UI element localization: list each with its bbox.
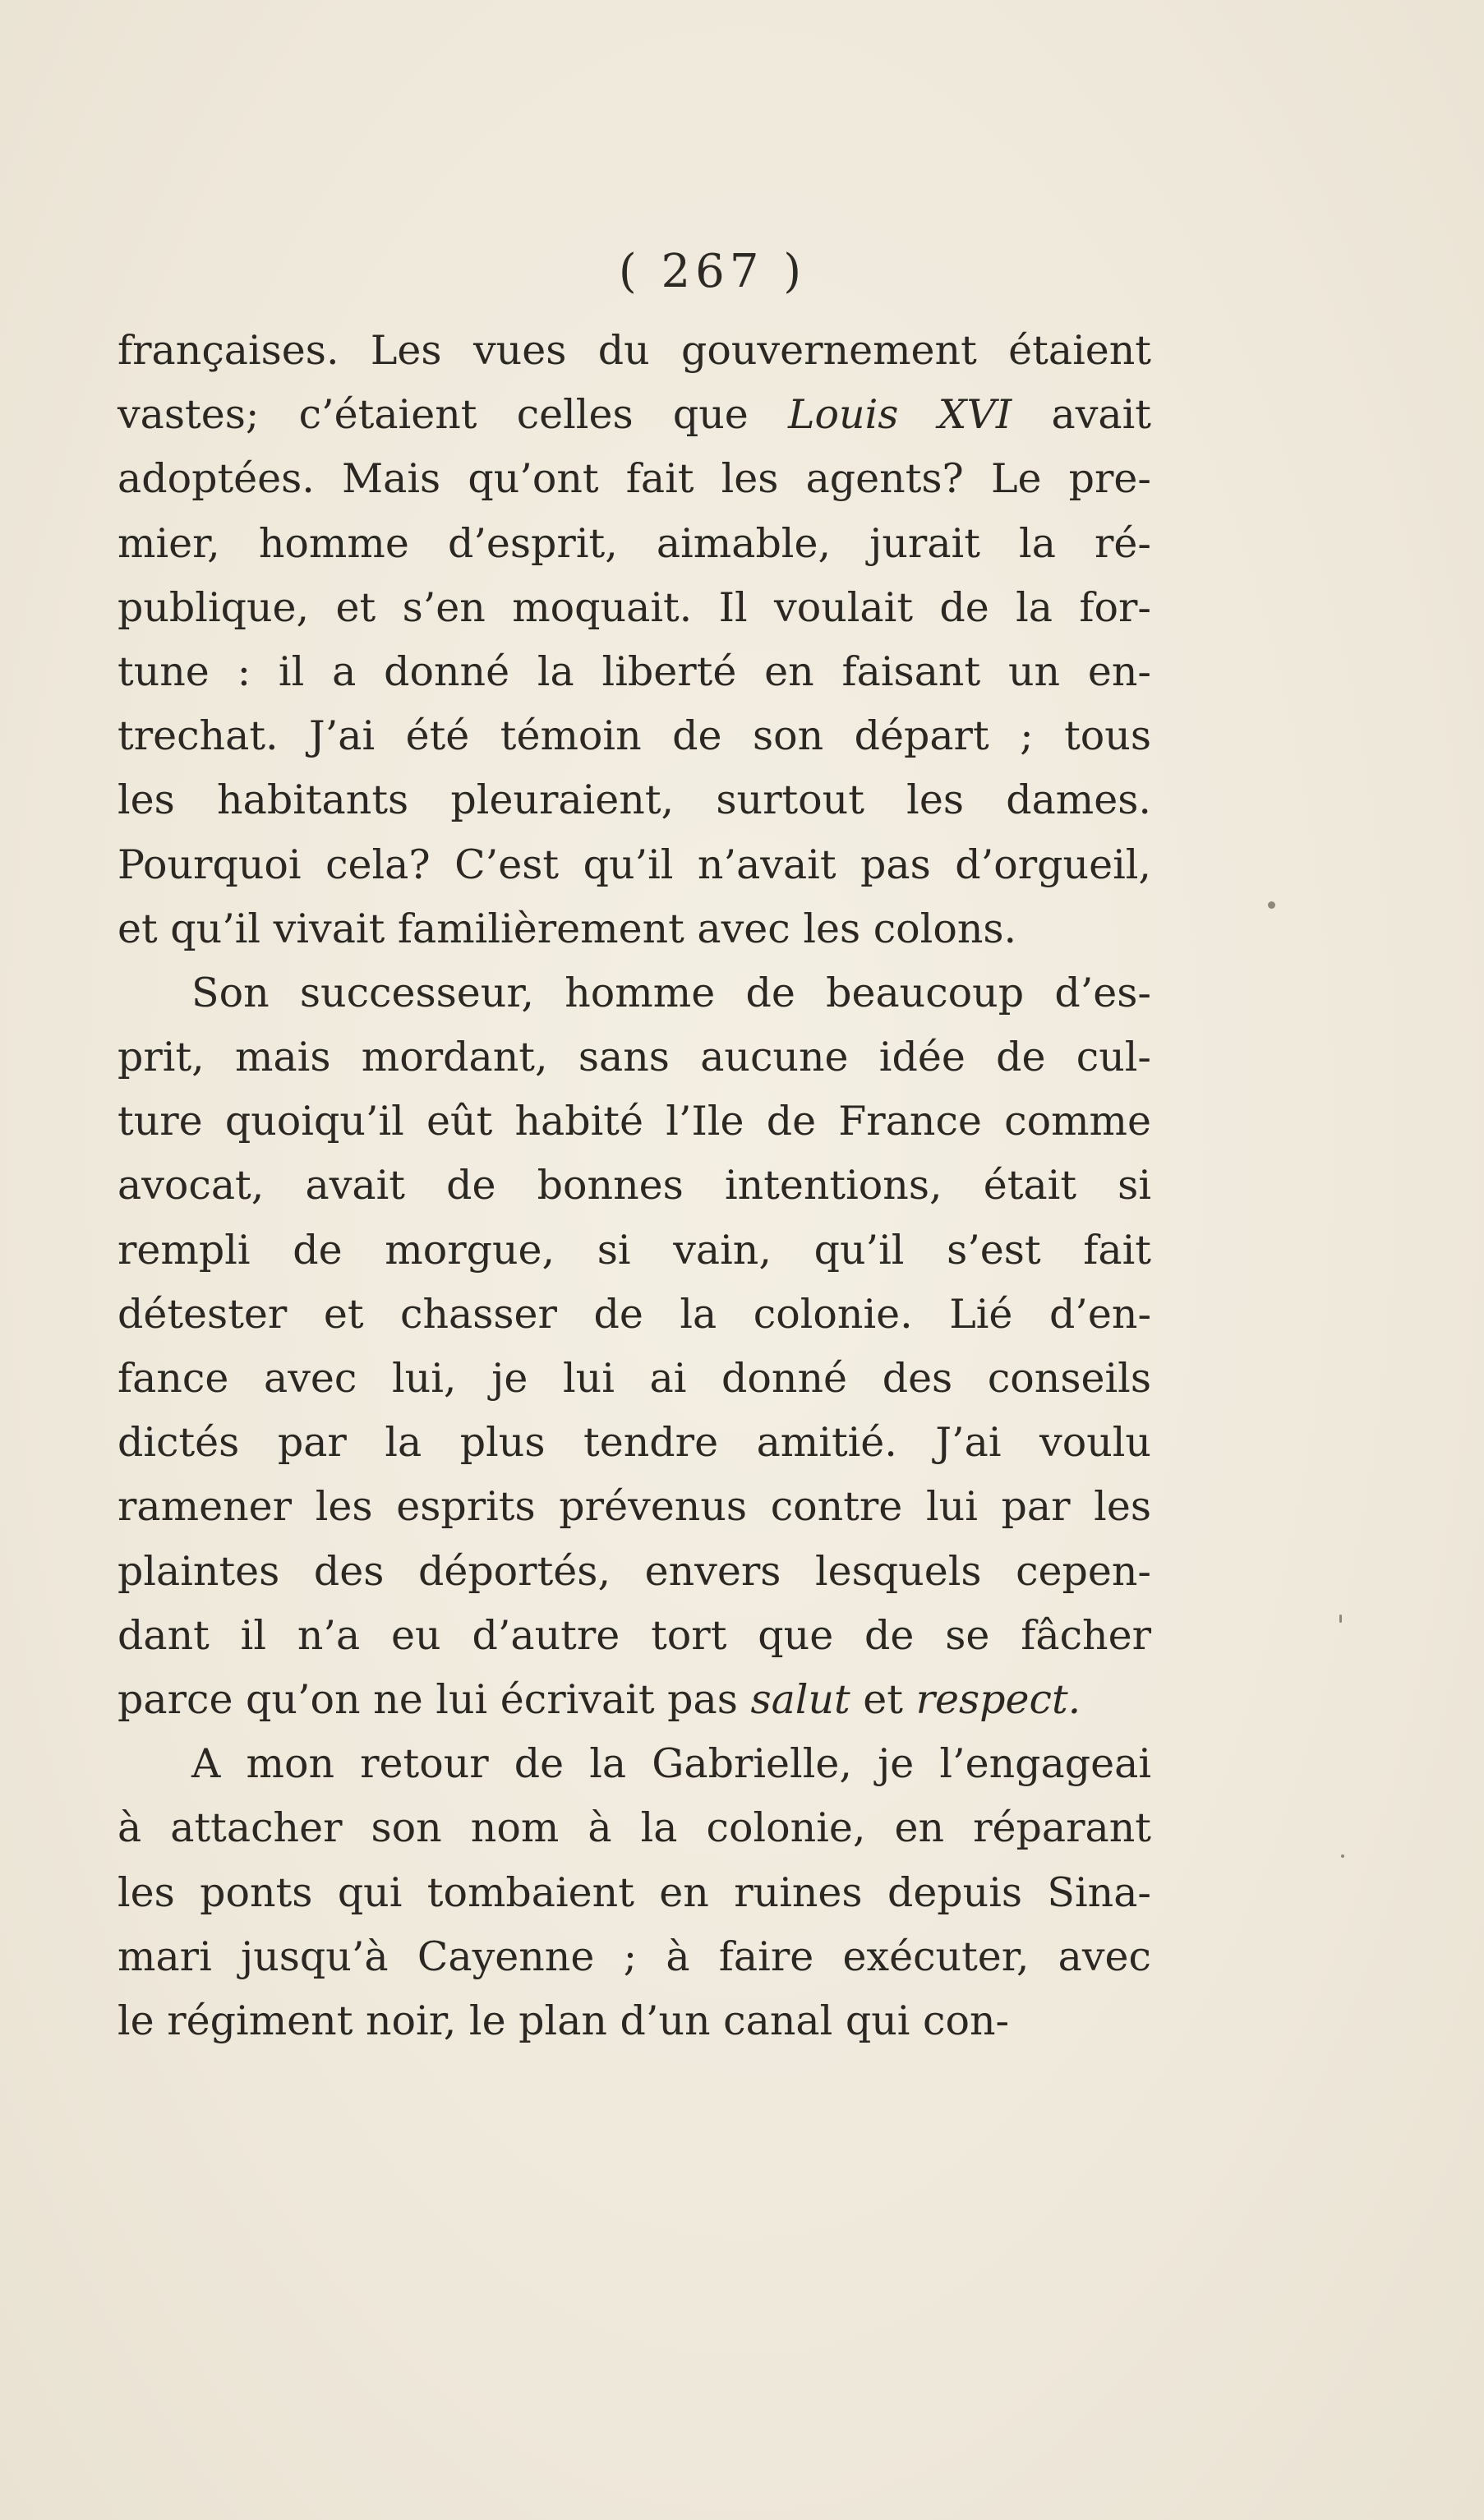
ink-speck: [1339, 1615, 1342, 1623]
text-line: ture quoiqu’il eût habité l’Ile de France comme: [118, 1098, 1151, 1145]
text-line: Son successeur, homme de beaucoup d’es-: [191, 969, 1151, 1016]
text-line: rempli de morgue, si vain, qu’il s’est fait: [118, 1226, 1151, 1274]
italic-text: Louis XVI: [788, 391, 1012, 439]
text-line: A mon retour de la Gabrielle, je l’engageai: [191, 1740, 1151, 1788]
text-line: mier, homme d’esprit, aimable, jurait la ré-: [118, 519, 1151, 567]
text-line: prit, mais mordant, sans aucune idée de cul-: [118, 1034, 1151, 1081]
text-line: dant il n’a eu d’autre tort que de se fâcher: [118, 1611, 1151, 1659]
body-text: [118, 319, 1151, 2053]
text-line: et qu’il vivait familièrement avec les colons.: [118, 905, 1017, 952]
text-line: parce qu’on ne lui écrivait pas salut et respect.: [118, 1675, 1081, 1723]
text-line: avocat, avait de bonnes intentions, était si: [118, 1162, 1151, 1209]
text-line: ramener les esprits prévenus contre lui par les: [118, 1483, 1151, 1531]
text-line: adoptées. Mais qu’ont fait les agents? Le pre-: [118, 455, 1151, 503]
ink-speck: [1341, 1854, 1344, 1858]
italic-text: respect.: [915, 1675, 1081, 1723]
text-line: tune : il a donné la liberté en faisant un en-: [118, 647, 1151, 695]
text-line: publique, et s’en moquait. Il voulait de la for-: [118, 583, 1151, 631]
text-line: détester et chasser de la colonie. Lié d’en-: [118, 1290, 1151, 1338]
text-line: trechat. J’ai été témoin de son départ ; tous: [118, 712, 1151, 760]
page-number: ( 267 ): [618, 245, 807, 298]
ink-speck: [1268, 901, 1275, 909]
text-line: Pourquoi cela? C’est qu’il n’avait pas d’orgueil,: [118, 841, 1151, 888]
text-line: le régiment noir, le plan d’un canal qui con-: [118, 1997, 1010, 2044]
text-line: fance avec lui, je lui ai donné des conseils: [118, 1355, 1151, 1402]
text-line: vastes; c’étaient celles que Louis XVI avait: [118, 391, 1151, 439]
text-line: à attacher son nom à la colonie, en réparant: [118, 1804, 1151, 1852]
text-line: mari jusqu’à Cayenne ; à faire exécuter, avec: [118, 1933, 1151, 1980]
text-line: les ponts qui tombaient en ruines depuis Sina-: [118, 1868, 1151, 1916]
text-line: les habitants pleuraient, surtout les dames.: [118, 776, 1151, 824]
text-line: dictés par la plus tendre amitié. J’ai voulu: [118, 1419, 1151, 1467]
italic-text: salut: [750, 1675, 850, 1723]
text-line: plaintes des déportés, envers lesquels cepen-: [118, 1547, 1151, 1595]
text-line: françaises. Les vues du gouvernement étaient: [118, 327, 1151, 374]
